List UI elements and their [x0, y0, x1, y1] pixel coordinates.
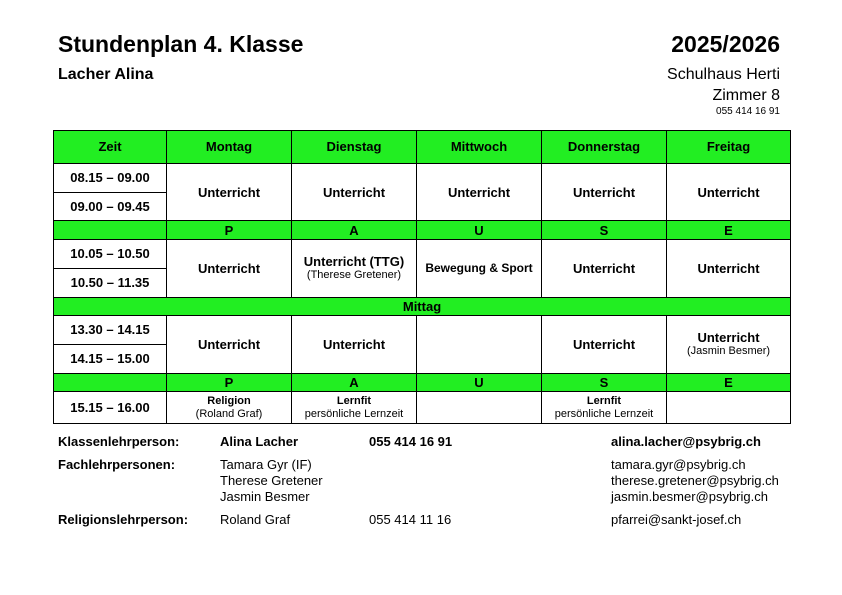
time-cell: 15.15 – 16.00 — [54, 392, 167, 424]
class-teacher-label: Klassenlehrperson: — [58, 434, 180, 449]
lesson-cell: Unterricht — [542, 239, 667, 297]
lesson-cell: Unterricht — [542, 316, 667, 374]
lesson-cell — [417, 316, 542, 374]
pause-row — [54, 221, 791, 240]
timetable — [53, 130, 791, 424]
pause-cell: P — [167, 221, 292, 240]
subject-teachers-label: Fachlehrpersonen: — [58, 457, 176, 472]
pause-cell: P — [167, 373, 292, 392]
lesson-cell: Unterricht — [167, 163, 292, 221]
pause-cell: A — [292, 221, 417, 240]
lunch-row — [54, 297, 791, 316]
lesson-note: persönliche Lernzeit — [304, 407, 404, 420]
lesson-cell: Bewegung & Sport — [417, 239, 542, 297]
pause-cell: E — [667, 373, 791, 392]
time-cell: 10.05 – 10.50 — [54, 239, 167, 268]
table-row — [54, 163, 791, 192]
teacher-note: (Roland Graf) — [195, 407, 263, 420]
lesson-cell: Unterricht — [667, 163, 791, 221]
column-header: Donnerstag — [542, 131, 667, 164]
lesson-cell: Unterricht — [167, 239, 292, 297]
time-cell: 08.15 – 09.00 — [54, 163, 167, 192]
lesson-note: persönliche Lernzeit — [554, 407, 654, 420]
lesson-cell — [542, 392, 667, 424]
column-header: Freitag — [667, 131, 791, 164]
pause-cell: U — [417, 221, 542, 240]
lesson-title: Lernfit — [336, 394, 372, 407]
lesson-cell: Unterricht — [292, 163, 417, 221]
teacher-note: (Jasmin Besmer) — [686, 345, 771, 358]
lesson-cell — [667, 316, 791, 374]
lesson-cell — [167, 392, 292, 424]
lesson-title: Religion — [207, 394, 251, 407]
lesson-cell: Unterricht — [167, 316, 292, 374]
subject-teacher-name: Therese Gretener — [220, 473, 323, 488]
religion-teacher-email: pfarrei@sankt-josef.ch — [611, 512, 742, 527]
subject-teacher-email: tamara.gyr@psybrig.ch — [611, 457, 746, 472]
time-cell: 13.30 – 14.15 — [54, 316, 167, 345]
table-row — [54, 239, 791, 268]
lesson-cell: Unterricht — [667, 239, 791, 297]
religion-teacher-phone: 055 414 11 16 — [369, 512, 452, 527]
lesson-title: Lernfit — [586, 394, 622, 407]
pause-cell: S — [542, 221, 667, 240]
column-header: Zeit — [54, 131, 167, 164]
class-teacher-email: alina.lacher@psybrig.ch — [611, 434, 761, 449]
page-title: Stundenplan 4. Klasse — [58, 31, 304, 57]
lesson-cell — [417, 392, 542, 424]
school-year: 2025/2026 — [671, 31, 780, 57]
student-name: Lacher Alina — [58, 66, 154, 83]
religion-teacher-label: Religionslehrperson: — [58, 512, 189, 527]
column-header: Dienstag — [292, 131, 417, 164]
lesson-cell — [667, 392, 791, 424]
subject-teacher-email: jasmin.besmer@psybrig.ch — [611, 489, 768, 504]
teacher-note: (Therese Gretener) — [306, 269, 402, 282]
column-header: Mittwoch — [417, 131, 542, 164]
room-number: Zimmer 8 — [712, 87, 780, 104]
class-teacher-phone: 055 414 16 91 — [369, 434, 453, 449]
subject-teacher-name: Tamara Gyr (IF) — [220, 457, 312, 472]
lesson-cell: Unterricht — [417, 163, 542, 221]
pause-cell — [54, 221, 167, 240]
pause-cell: U — [417, 373, 542, 392]
table-header-row — [54, 131, 791, 164]
subject-teacher-name: Jasmin Besmer — [220, 489, 310, 504]
lesson-title: Unterricht — [697, 330, 760, 346]
subject-teacher-email: therese.gretener@psybrig.ch — [611, 473, 779, 488]
school-name: Schulhaus Herti — [667, 66, 780, 83]
religion-teacher-name: Roland Graf — [220, 512, 291, 527]
table-row — [54, 392, 791, 424]
pause-cell: E — [667, 221, 791, 240]
pause-cell: S — [542, 373, 667, 392]
column-header: Montag — [167, 131, 292, 164]
pause-row — [54, 373, 791, 392]
lesson-title: Unterricht (TTG) — [303, 254, 405, 270]
school-phone: 055 414 16 91 — [716, 106, 780, 117]
time-cell: 10.50 – 11.35 — [54, 268, 167, 297]
pause-cell: A — [292, 373, 417, 392]
lesson-cell: Unterricht — [542, 163, 667, 221]
lunch-cell: Mittag — [54, 297, 791, 316]
pause-cell — [54, 373, 167, 392]
table-row — [54, 316, 791, 345]
lesson-cell — [292, 239, 417, 297]
lesson-cell — [292, 392, 417, 424]
time-cell: 14.15 – 15.00 — [54, 344, 167, 373]
class-teacher-name: Alina Lacher — [220, 434, 299, 449]
time-cell: 09.00 – 09.45 — [54, 192, 167, 221]
lesson-cell: Unterricht — [292, 316, 417, 374]
